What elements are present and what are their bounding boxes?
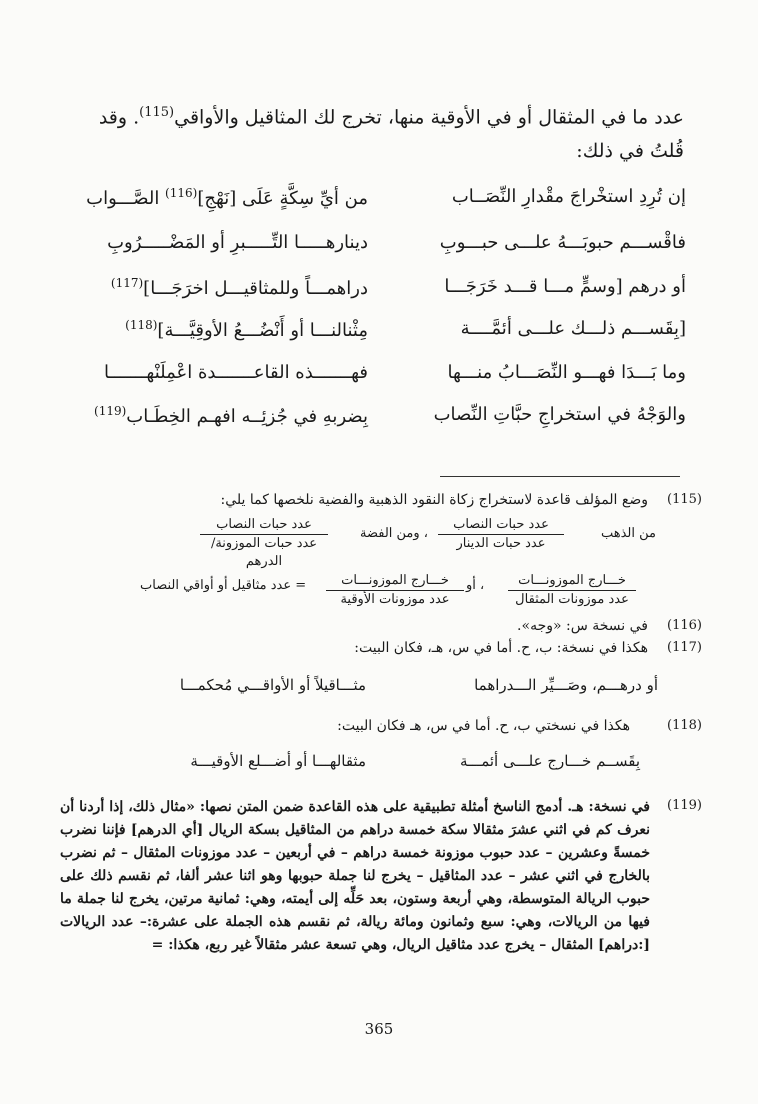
intro-line2: قُلتُ في ذلك: [576, 140, 684, 163]
fraction-denominator: عدد حبات الموزونة/ الدرهم [210, 536, 318, 569]
gold-label: من الذهب [600, 526, 656, 541]
fraction-numerator: عدد حبات النصاب [438, 516, 564, 535]
poem-hemistich-left [68, 186, 368, 209]
poem-hemistich-left [68, 276, 368, 299]
intro-paragraph [60, 96, 684, 168]
footnote-115-text: وضع المؤلف قاعدة لاستخراج زكاة النقود الذهبية والفضية نلخصها كما يلي: [220, 492, 648, 508]
poem-left-text: من أيِّ سِكَّةٍ عَلَى [نَهْجِ] [197, 188, 368, 209]
fraction-denominator: عدد حبات الدينار [456, 536, 546, 551]
poem-left-text: دراهمـــاً وللمثاقيـــل اخرَجَـــا] [143, 278, 368, 299]
footnote-118-text: هكذا في نسختي ب، ح. أما في س، هـ فكان البيت: [337, 718, 630, 734]
footnote-118-verse-right: بِقَســم خـــارج علـــى أئمـــة [459, 752, 640, 770]
poem-hemistich-left: دينارهـــــا التِّـــــبرِ أو المَضْـــــرُوبِ [107, 232, 368, 253]
footnote-number: (118) [667, 718, 702, 733]
footnote-118-verse-left: مثقالهـــا أو أضـــلع الأوقيـــة [190, 752, 366, 770]
footnote-number: (115) [667, 492, 702, 507]
footnote-117-verse-left: مثـــاقيلاً أو الأواقـــي مُحكمـــا [179, 676, 366, 694]
fraction-numerator: خـــارج الموزونـــات [326, 572, 464, 591]
footnote-116-text: في نسخة س: «وجه». [517, 618, 648, 634]
footnote-number: (116) [667, 618, 702, 633]
footnote-ref-116[interactable]: (116) [165, 186, 198, 200]
poem-hemistich-left [68, 318, 368, 341]
poem-hemistich-right: فاقْســـم حبوبَـــهُ علـــى حبـــوبِ [439, 232, 686, 253]
poem-left-text: بِضربهِ في جُزئِــه افهـم الخِطَـاب [126, 406, 368, 427]
silver-label: ، ومن الفضة [360, 526, 428, 541]
fraction-denominator: عدد موزونات المثقال [515, 592, 629, 607]
poem-hemistich-right: والوَجْهُ في استخراجِ حبَّاتِ النِّصاب [433, 404, 686, 425]
fraction-numerator: خـــارج الموزونـــات [508, 572, 636, 591]
footnote-ref-115[interactable]: (115) [139, 105, 175, 120]
output-fraction-2 [326, 572, 464, 609]
poem-hemistich-right: وما بَـــدَا فهـــو النِّصَـــابُ منـــها [447, 362, 686, 383]
silver-fraction [200, 516, 328, 571]
footnote-117-text: هكذا في نسخة: ب، ح. أما في س، هـ، فكان البيت: [354, 640, 648, 656]
gold-fraction [438, 516, 564, 553]
poem-left-end: الصَّـــواب [86, 188, 166, 209]
or-connector: ، أو [466, 578, 485, 593]
fraction-numerator: عدد حبات النصاب [200, 516, 328, 535]
poem-hemistich-right: إن تُرِدِ استخْراجَ مقْدارِ النِّصَــاب [451, 186, 686, 207]
footnote-117-verse-right: أو درهـــم، وصَـــيِّر الـــدراهما [474, 676, 658, 694]
footnote-119-text: في نسخة: هـ. أدمج الناسخ أمثلة تطبيقية على هذه القاعدة ضمن المتن نصها: «مثال ذلك، إذا أردنا أن نعرف كم في اثني عشرَ مثقالا سكة خمسة دراهم من المثاقيل بسكة الريال [أي الدرهم] فإننا نضرب خمسةً وعشرين – عدد حبوب موزونة خمسة دراهم – في أربعين – عدد موزونات المثقال – ثم نضرب بالخارج في اثني عشر – عدد المثاقيل – يخرج لنا جملة حبوبها وهو اثنا عشر ألفا، ثم نقسم ذلك على حبوب الريالة المتوسطة، وهي أربعة وستون، بعد حَلِّه إلى أيمته، وهي: ثمانية مرتين، يخرج لنا جملة ما فيها من الريالات، وهي: سبع وثمانون ومائة ريالة، ثم نقسم هذه الجملة على عشرة:– عدد الريالات [:دراهم] المثقال – يخرج عدد مثاقيل الريال، وهي تسعة عشر مثقالاً غير ربع، هكذا: = [60, 799, 650, 953]
intro-line1: عدد ما في المثقال أو في الأوقية منها، تخرج لك المثاقيل والأواقي [174, 106, 684, 129]
poem-left-text: مِثْنالنـــا أو أَنْضُـــعُ الأوقِيَّـــة] [157, 320, 368, 341]
poem-hemistich-left: فهـــــــذه القاعـــــــدة اعْمِلَنْهـــــــا [104, 362, 368, 383]
footnote-number: (117) [667, 640, 702, 655]
footnote-ref-118[interactable]: (118) [125, 318, 158, 332]
footnote-number: (119) [667, 798, 702, 813]
footnote-ref-117[interactable]: (117) [110, 276, 144, 290]
fraction-denominator: عدد موزونات الأوقية [340, 592, 450, 607]
page-number: 365 [364, 1020, 394, 1038]
output-fraction-1 [508, 572, 636, 609]
poem-hemistich-right: [بِقَســـم ذلـــك علـــى أئمَّــــة [460, 318, 686, 339]
footnote-ref-119[interactable]: (119) [94, 404, 127, 418]
result-text: = عدد مثاقيل أو أواقي النصاب [140, 578, 307, 593]
poem-hemistich-left [68, 404, 368, 427]
intro-line1-end: . وقد [98, 106, 140, 129]
footnote-separator [440, 476, 680, 477]
poem-hemistich-right: أو درهم [وسمٍّ مـــا قـــد خَرَجَـــا [444, 276, 686, 297]
